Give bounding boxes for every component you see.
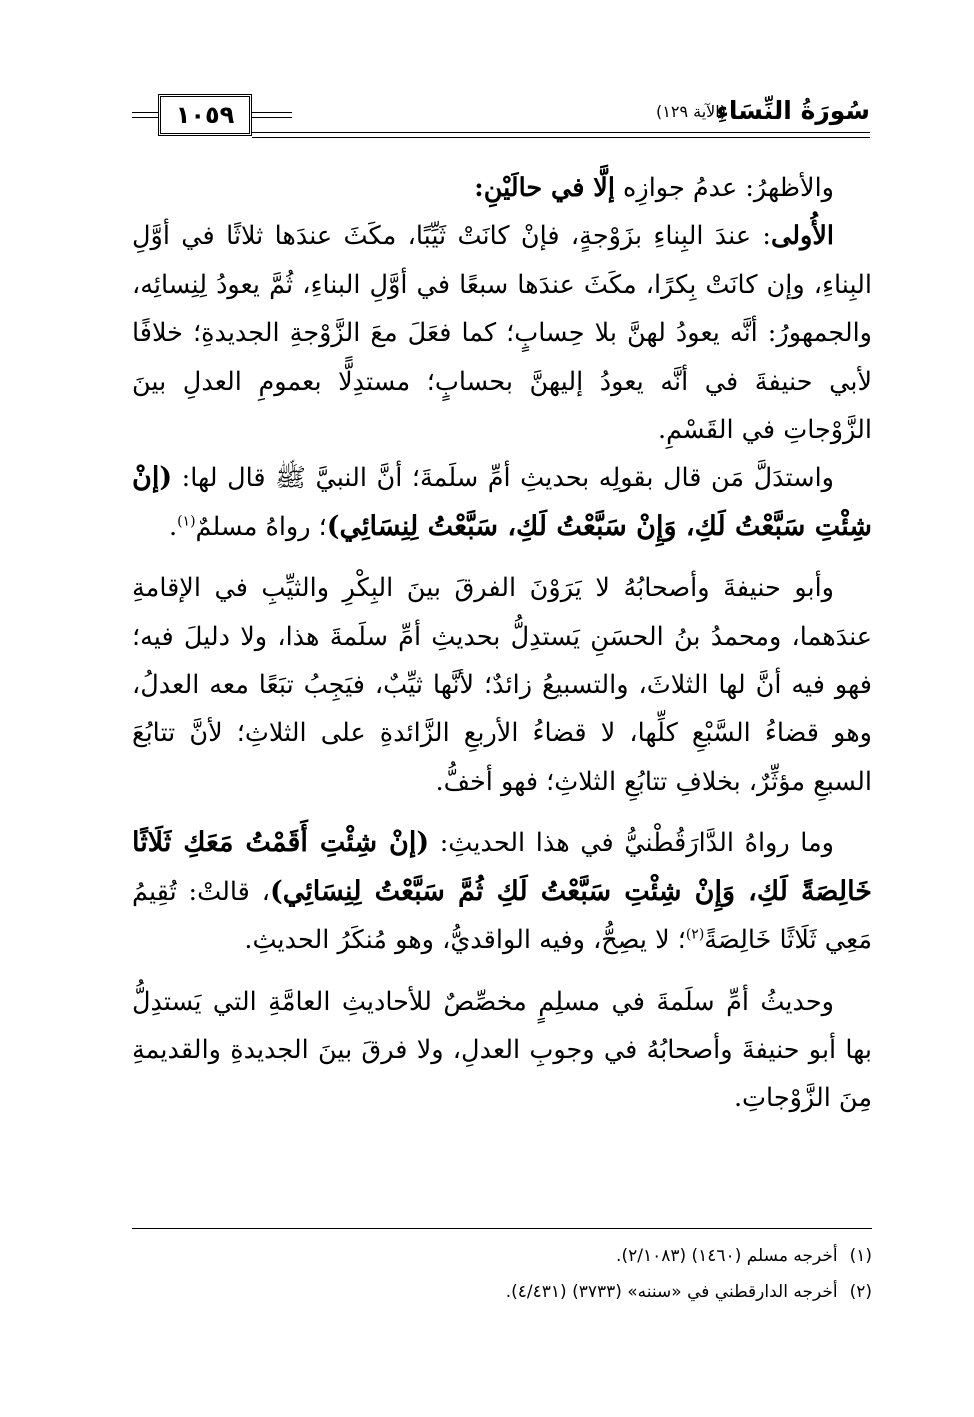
page-number-box (158, 94, 252, 136)
text-segment: وحديثُ أمِّ سلَمةَ في مسلِمٍ مخصِّصٌ للأحاديثِ العامَّةِ التي يَستدِلُّ بها أبو حنيفةَ وأصحابُهُ في وجوبِ العدلِ، ولا فرقَ بينَ الجديدةِ والقديمةِ مِنَ الزَّوْجاتِ. (132, 986, 872, 1114)
hadith-quote: (إنْ شِئْتِ سَبَّعْتُ لَكِ، وَإِنْ سَبَّعْتُ لَكِ، سَبَّعْتُ لِنِسَائِي) (132, 462, 872, 542)
footnote (132, 1238, 872, 1274)
footnote-marker[interactable]: (٢) (685, 926, 705, 943)
footnote-text: أخرجه مسلم (١٤٦٠) (٢/١٠٨٣). (616, 1246, 838, 1266)
paragraph (132, 212, 872, 454)
footnote-text: أخرجه الدارقطني في «سننه» (٣٧٣٣) (٤/٤٣١). (505, 1282, 838, 1302)
paragraph (132, 978, 872, 1123)
ayah-reference: (الآية ١٢٩) (656, 102, 726, 121)
text-segment: والأظهرُ: عدمُ جوازِه (614, 173, 834, 203)
paragraph (132, 564, 872, 806)
header-rule-middle (252, 112, 292, 118)
footnotes (132, 1238, 872, 1310)
paragraph (132, 164, 872, 212)
text-segment: واستدَلَّ مَن قال بقولِه بحديثِ أمِّ سلَمةَ؛ أنَّ النبيَّ ﷺ قال لها: (172, 463, 834, 494)
page-header (132, 94, 870, 154)
paragraph (132, 454, 872, 551)
header-rule-underline (252, 132, 870, 138)
body-text (132, 164, 872, 1123)
paragraph (132, 819, 872, 964)
text-segment: ، قالتْ: تُقِيمُ مَعِي ثَلَاثًا خَالِصَةً (132, 876, 872, 956)
header-rule-left (132, 112, 158, 118)
footnote-number: (١) (849, 1246, 872, 1266)
page-number: ١٠٥٩ (175, 101, 235, 129)
text-segment: ؛ رواهُ مسلمٌ (195, 511, 327, 542)
text-segment: ؛ لا يصِحُّ، وفيه الواقديُّ، وهو مُنكَرُ الحديثِ. (244, 925, 686, 956)
text-segment: وأبو حنيفةَ وأصحابُهُ لا يَرَوْنَ الفرقَ بينَ البِكْرِ والثيِّبِ في الإقامةِ عندَهما، ومحمدُ بنُ الحسَنِ يَستدِلُّ بحديثِ أمِّ سلَمةَ هذا، ولا دليلَ فيه؛ فهو فيه أنَّ لها الثلاثَ، والتسبيعُ زائدٌ؛ لأنَّها ثيِّبٌ، فيَجِبُ تبَعًا معه العدلُ، وهو قضاءُ السَّبْعِ كلِّها، لا قضاءُ الأربعِ الزَّائدةِ على الثلاثِ؛ لأنَّ تتابُعَ السبعِ مؤثِّرٌ، بخلافِ تتابُعِ الثلاثِ؛ فهو أخفُّ. (132, 573, 872, 797)
text-segment: : عندَ البِناءِ بزَوْجةٍ، فإنْ كانَتْ ثَيِّبًا، مكَثَ عندَها ثلاثًا في أوَّلِ البِناءِ، وإن كانَتْ بِكرًا، مكَثَ عندَها سبعًا في أوَّلِ البناءِ، ثُمَّ يعودُ لِنِسائِه، والجمهورُ: أنَّه يعودُ لهنَّ بلا حِسابٍ؛ كما فعَلَ معَ الزَّوْجةِ الجديدةِ؛ خلافًا لأبي حنيفةَ في أنَّه يعودُ إليهنَّ بحسابٍ؛ مستدِلًّا بعمومِ العدلِ بينَ الزَّوْجاتِ في القَسْمِ. (132, 221, 872, 446)
bold-segment: إلَّا في حالَيْنِ: (474, 173, 615, 203)
footnote (132, 1274, 872, 1310)
text-segment: وما رواهُ الدَّارَقُطْنيُّ في هذا الحديثِ: (429, 828, 834, 859)
surah-title: سُورَةُ النِّسَاءِ (716, 96, 870, 125)
bold-segment: الأُولى (771, 221, 834, 252)
hadith-quote: (إنْ شِئْتِ أَقَمْتُ مَعَكِ ثَلَاثًا خَالِصَةً لَكِ، وَإِنْ شِئْتِ سَبَّعْتُ لَكِ ثُمَّ سَبَّعْتُ لِنِسَائِي) (132, 827, 872, 907)
footnote-separator (132, 1228, 872, 1229)
text-segment: . (168, 511, 178, 542)
footnote-marker[interactable]: (١) (177, 513, 196, 530)
footnote-number: (٢) (849, 1282, 872, 1302)
